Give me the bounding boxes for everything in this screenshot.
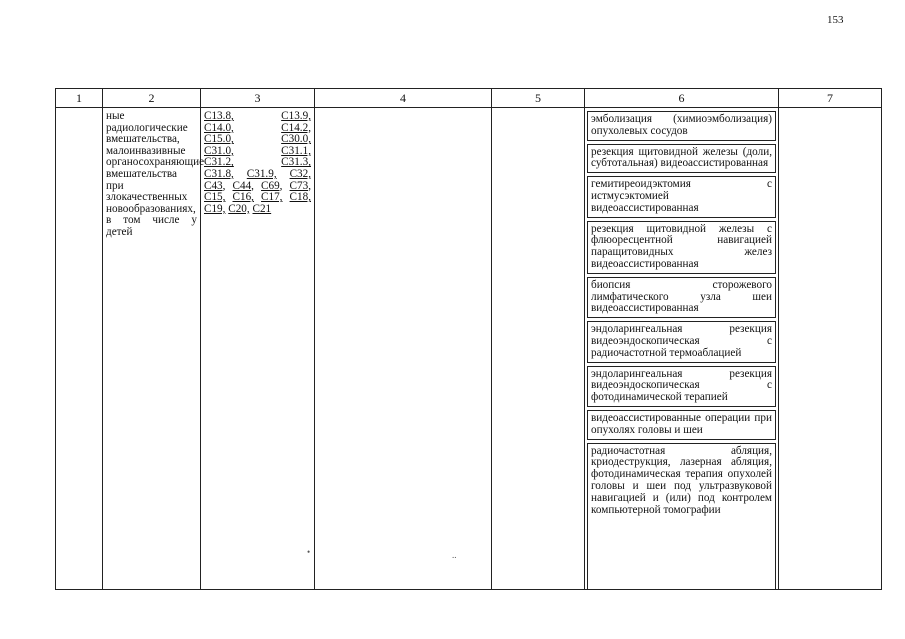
col-header-5: 5 xyxy=(492,89,585,108)
codes-line xyxy=(204,204,311,216)
icd-code-link[interactable]: C32, xyxy=(289,167,312,180)
intervention-description: ные радиологические вмешательства, малоинвазивные органосохраняющие вмешательства при злокачественных новообразованиях, в том числе у детей xyxy=(106,110,205,238)
method-item: эндоларингеальная резекция видеоэндоскопическая с фотодинамической терапией xyxy=(587,366,776,407)
scan-speck: .. xyxy=(452,550,457,560)
col-header-7: 7 xyxy=(779,89,882,108)
icd-code-link[interactable]: C73, xyxy=(289,179,311,192)
icd-code-link[interactable]: C43, xyxy=(204,179,226,192)
icd-code-link[interactable]: C30.0, xyxy=(281,133,311,146)
header-row xyxy=(56,89,882,108)
icd-code-link[interactable]: C20, xyxy=(228,202,250,215)
method-item: эндоларингеальная резекция видеоэндоскопическая с радиочастотной термоаблацией xyxy=(587,321,776,362)
method-item: радиочастотная абляция, криодеструкция, лазерная абляция, фотодинамическая терапия опухолей головы и шеи под ультразвуковой навигацией и (или) под контролем компьютерной томографии xyxy=(587,443,776,589)
icd-code-link[interactable]: C19, xyxy=(204,202,226,215)
col-header-4: 4 xyxy=(315,89,492,108)
icd-code-link[interactable]: C16, xyxy=(232,191,254,204)
icd-code-link[interactable]: C69, xyxy=(261,179,283,192)
icd-code-link[interactable]: C21 xyxy=(252,202,272,215)
cell-col-5 xyxy=(492,108,585,590)
icd-code-link[interactable]: C31.0, xyxy=(204,144,234,157)
cell-col-1 xyxy=(56,108,103,590)
col-header-6: 6 xyxy=(585,89,779,108)
icd-code-link[interactable]: C13.9, xyxy=(281,110,311,122)
method-item: эмболизация (химиоэмболизация) опухолевых сосудов xyxy=(587,111,776,141)
icd-code-link[interactable]: C31.2, xyxy=(204,156,234,169)
procedures-table xyxy=(55,88,882,590)
icd-code-link[interactable]: C31.9, xyxy=(246,167,277,180)
method-item: резекция щитовидной железы (доли, субтотальная) видеоассистированная xyxy=(587,144,776,174)
cell-col-3 xyxy=(201,108,315,590)
icd-code-link[interactable]: C15, xyxy=(204,191,226,204)
method-item: резекция щитовидной железы с флюоресцентной навигацией паращитовидных желез видеоассистированная xyxy=(587,221,776,274)
cell-col-4 xyxy=(315,108,492,590)
icd-code-link[interactable]: C44, xyxy=(232,179,254,192)
icd-code-link[interactable]: C13.8, xyxy=(204,110,234,122)
icd-code-link[interactable]: C31.8, xyxy=(204,167,234,180)
col-header-1: 1 xyxy=(56,89,103,108)
cell-col-6 xyxy=(585,108,779,590)
scan-speck: • xyxy=(307,547,311,557)
col-header-2: 2 xyxy=(103,89,201,108)
icd-code-link[interactable]: C15.0, xyxy=(204,133,234,146)
methods-list xyxy=(585,108,778,589)
icd-code-link[interactable]: C31.3, xyxy=(281,156,311,169)
method-item: биопсия сторожевого лимфатического узла шеи видеоассистированная xyxy=(587,277,776,318)
method-item: видеоассистированные операции при опухолях головы и шеи xyxy=(587,410,776,440)
cell-col-7 xyxy=(779,108,882,590)
codes-line xyxy=(204,111,311,123)
cell-col-2 xyxy=(103,108,205,590)
icd-codes xyxy=(201,108,314,215)
icd-code-link[interactable]: C31.1, xyxy=(281,144,311,157)
icd-code-link[interactable]: C18, xyxy=(289,191,311,204)
icd-code-link[interactable]: C14.0, xyxy=(204,121,234,134)
icd-code-link[interactable]: C14.2, xyxy=(281,121,311,134)
table-row xyxy=(56,108,882,590)
col-header-3: 3 xyxy=(201,89,315,108)
method-item: гемитиреоидэктомия с истмусэктомией видеоассистированная xyxy=(587,176,776,217)
icd-code-link[interactable]: C17, xyxy=(261,191,283,204)
page-number: 153 xyxy=(827,14,844,26)
